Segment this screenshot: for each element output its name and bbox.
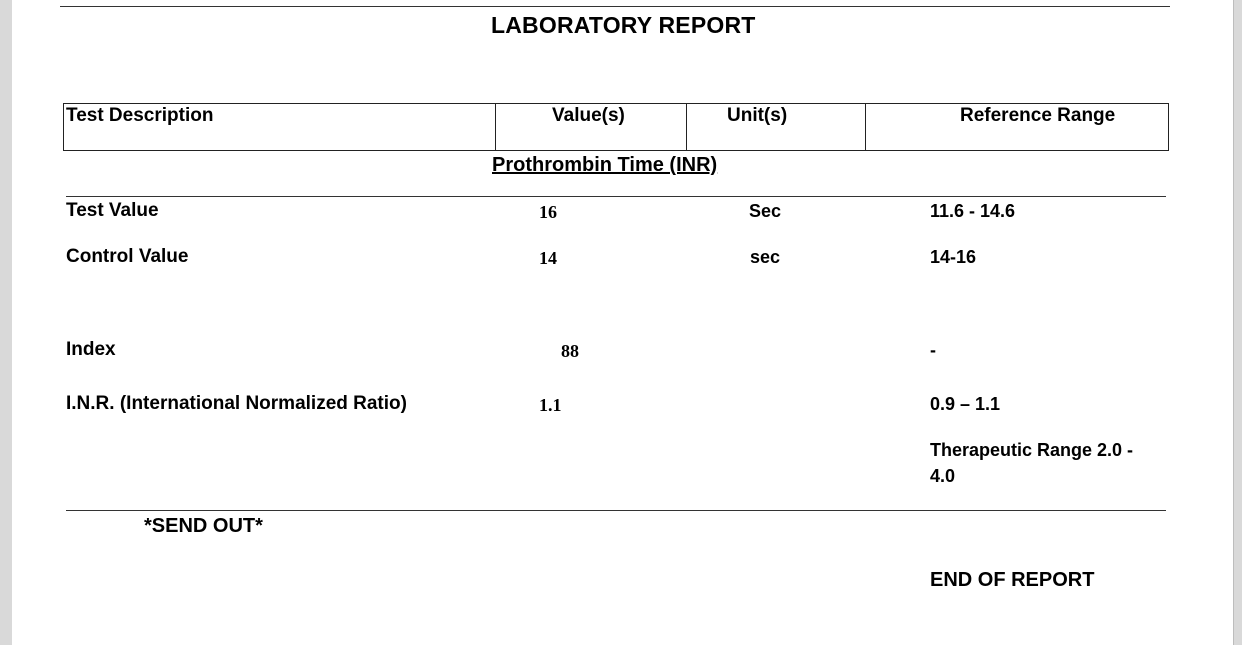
- bottom-rule: [66, 510, 1166, 511]
- header-divider: [865, 104, 866, 150]
- row-unit-control-value: sec: [750, 247, 781, 267]
- therapeutic-range: [930, 437, 1133, 489]
- row-value-control-value: 14: [539, 248, 557, 268]
- row-label-control-value: Control Value: [66, 246, 189, 267]
- page-edge-shadow: [1233, 0, 1234, 645]
- header-test-description: Test Description: [66, 105, 214, 126]
- report-title: LABORATORY REPORT: [491, 12, 756, 38]
- report-page: [12, 0, 1234, 645]
- top-rule: [60, 6, 1170, 7]
- row-label-test-value: Test Value: [66, 200, 159, 221]
- therapeutic-range-line1: Therapeutic Range 2.0 -: [930, 440, 1134, 460]
- row-label-inr: I.N.R. (International Normalized Ratio): [66, 393, 407, 414]
- end-of-report: END OF REPORT: [930, 569, 1095, 591]
- header-units: Unit(s): [727, 105, 788, 126]
- therapeutic-range-line2: 4.0: [930, 466, 956, 486]
- send-out-note: *SEND OUT*: [144, 515, 263, 537]
- row-label-index: Index: [66, 339, 116, 360]
- row-reference-control-value: 14-16: [930, 247, 977, 267]
- header-reference-range: Reference Range: [960, 105, 1116, 126]
- row-reference-inr: 0.9 – 1.1: [930, 394, 1001, 414]
- row-value-inr: 1.1: [539, 395, 562, 415]
- row-reference-test-value: 11.6 - 14.6: [930, 201, 1016, 221]
- section-title: Prothrombin Time (INR): [492, 154, 718, 176]
- row-reference-index: -: [930, 340, 936, 360]
- row-value-test-value: 16: [539, 202, 557, 222]
- header-values: Value(s): [552, 105, 625, 126]
- header-divider: [686, 104, 687, 150]
- header-divider: [495, 104, 496, 150]
- header-table: [63, 103, 1169, 151]
- row-value-index: 88: [561, 341, 579, 361]
- row-unit-test-value: Sec: [749, 201, 782, 221]
- section-rule: [66, 196, 1166, 197]
